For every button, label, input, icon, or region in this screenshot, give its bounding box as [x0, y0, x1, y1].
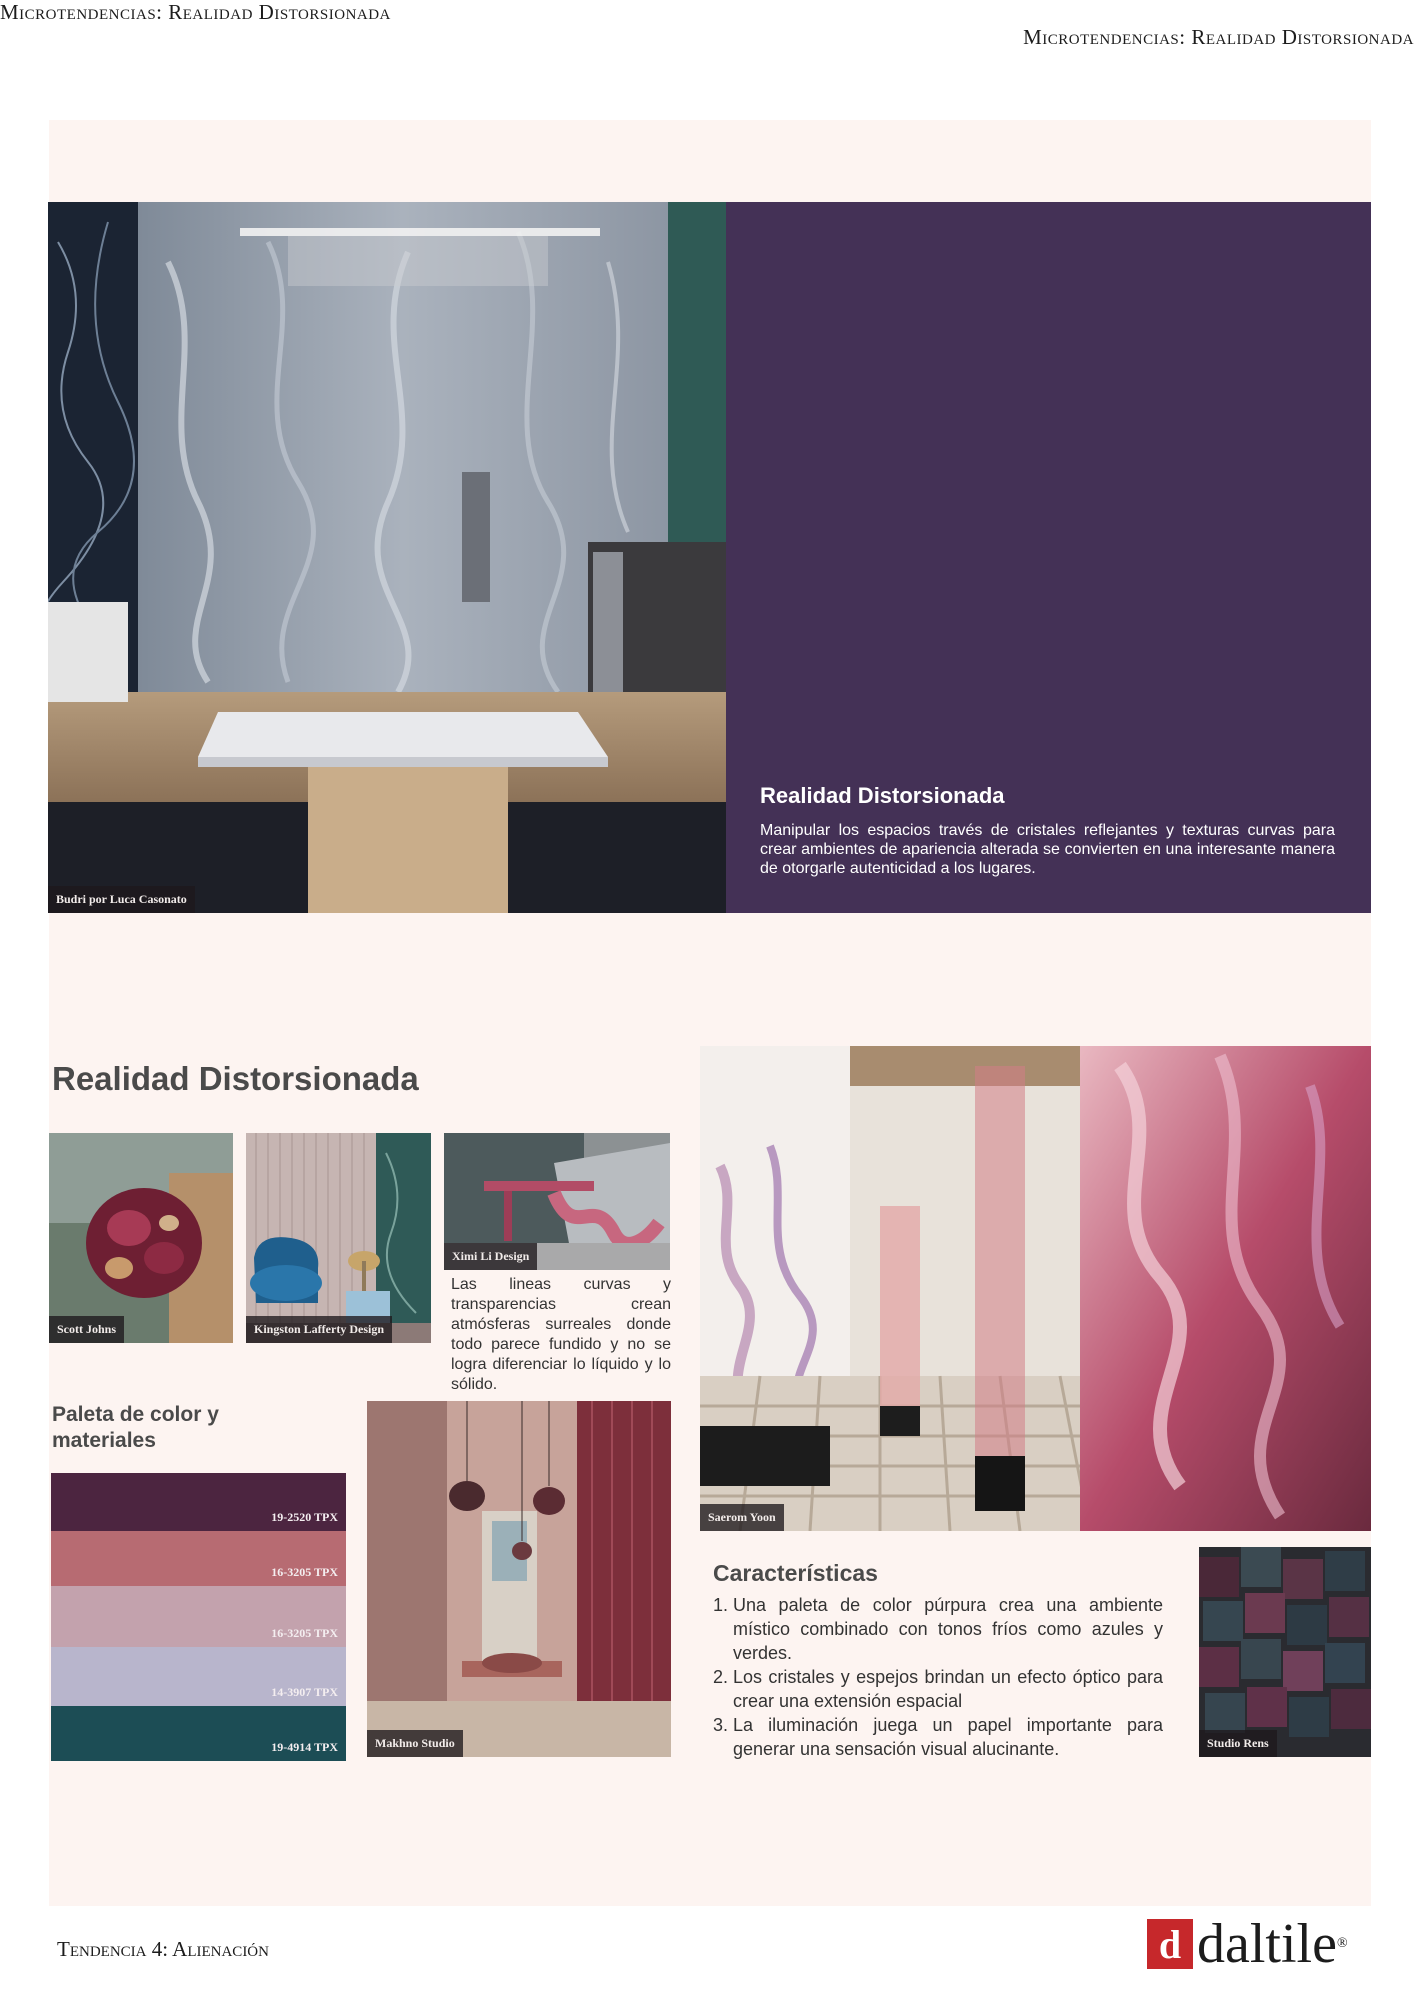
moodboard-title: Realidad Distorsionada: [52, 1060, 419, 1097]
swatch-4-code: 14-3907 TPX: [271, 1685, 338, 1699]
feature-number: 2.: [713, 1667, 729, 1687]
photo-kingston-lafferty: [246, 1133, 431, 1343]
photo-ximi-li-caption: Ximi Li Design: [444, 1243, 537, 1270]
daltile-logo-text: [1197, 1913, 1348, 1975]
hero-title: Realidad Distorsionada: [760, 783, 1005, 808]
feature-number: 1.: [713, 1595, 729, 1615]
daltile-brand-name: daltile: [1197, 1913, 1337, 1975]
feature-text: La iluminación juega un papel importante para generar una sensación visual alucinante.: [733, 1715, 1163, 1759]
swatch-2-code: 16-3205 TPX: [271, 1565, 338, 1579]
swatch-5-code: 19-4914 TPX: [271, 1740, 338, 1754]
moodboard-description: Las lineas curvas y transparencias crean atmósferas surreales donde todo parece fundido y no se logra diferenciar lo líquido y lo sólido.: [451, 1276, 671, 1393]
feature-number: 3.: [713, 1715, 729, 1735]
footer-trend-label: Tendencia 4: Alienación: [57, 1937, 269, 1961]
photo-scott-johns: [49, 1133, 233, 1343]
photo-saerom-yoon-caption: Saerom Yoon: [700, 1504, 784, 1531]
photo-kingston-lafferty-caption: Kingston Lafferty Design: [246, 1316, 392, 1343]
swatch-1: [51, 1473, 346, 1531]
feature-item: [713, 1665, 1163, 1713]
features-title: Características: [713, 1560, 878, 1586]
feature-text: Los cristales y espejos brindan un efecto óptico para crear una extensión espacial: [733, 1667, 1163, 1711]
swatch-3-code: 16-3205 TPX: [271, 1626, 338, 1640]
features-list: [713, 1593, 1163, 1761]
photo-studio-rens: [1199, 1547, 1371, 1757]
photo-ximi-li: [444, 1133, 670, 1270]
swatch-1-code: 19-2520 TPX: [271, 1510, 338, 1524]
feature-item: [713, 1713, 1163, 1761]
hero-photo-caption: Budri por Luca Casonato: [48, 886, 195, 913]
photo-makhno-studio-caption: Makhno Studio: [367, 1730, 463, 1757]
swatch-3: [51, 1586, 346, 1647]
photo-studio-rens-caption: Studio Rens: [1199, 1730, 1277, 1757]
running-head-left: Microtendencias: Realidad Distorsionada: [0, 0, 391, 24]
registered-mark: ®: [1336, 1936, 1348, 1951]
palette-title: Paleta de color y materiales: [52, 1403, 219, 1452]
hero-description: Manipular los espacios través de cristales reflejantes y texturas curvas para crear ambientes de apariencia alterada se convierten en una interesante manera de otorgarle autenticidad a los lugares.: [760, 822, 1335, 877]
swatch-2: [51, 1531, 346, 1586]
swatch-5: [51, 1706, 346, 1761]
photo-makhno-studio: [367, 1401, 671, 1757]
running-head-right: Microtendencias: Realidad Distorsionada: [1023, 25, 1414, 49]
feature-item: [713, 1593, 1163, 1665]
feature-text: Una paleta de color púrpura crea una ambiente místico combinado con tonos fríos como azules y verdes.: [733, 1595, 1163, 1663]
daltile-logo-mark: d: [1147, 1919, 1193, 1969]
swatch-4: [51, 1647, 346, 1706]
daltile-logo: [1147, 1913, 1348, 1975]
hero-photo: [48, 202, 728, 913]
photo-saerom-yoon: [700, 1046, 1371, 1531]
photo-scott-johns-caption: Scott Johns: [49, 1316, 124, 1343]
